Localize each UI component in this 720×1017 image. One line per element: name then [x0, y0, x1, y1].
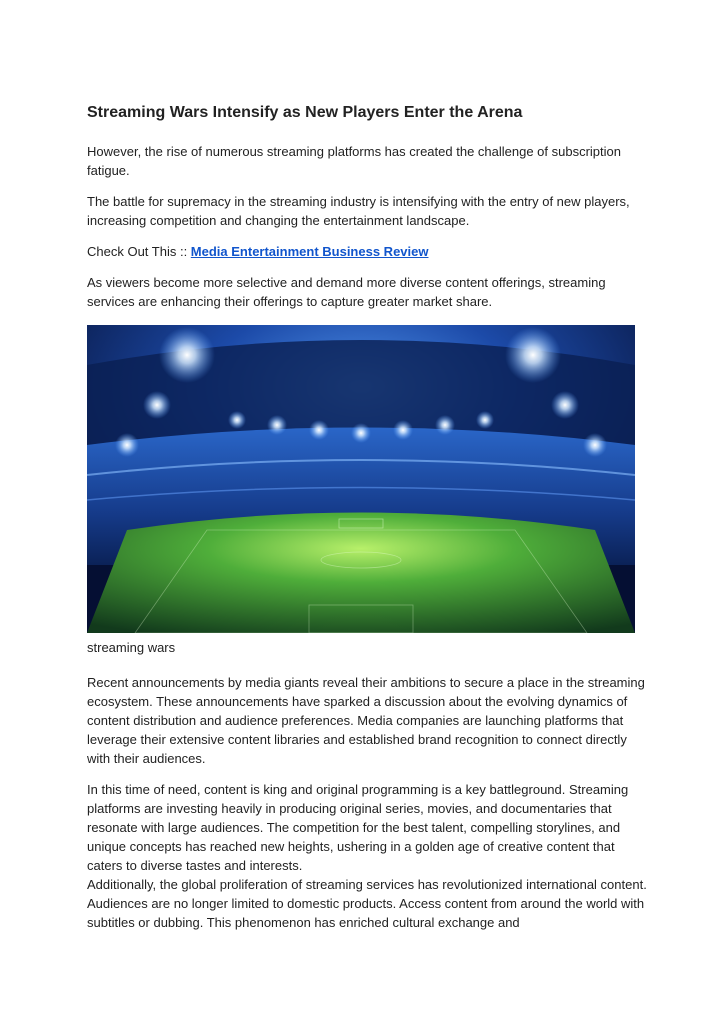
document-page: [87, 101, 647, 944]
image-caption: streaming wars: [87, 640, 176, 655]
paragraph-global-proliferation: Additionally, the global proliferation of streaming services has revolutionized international content. Audiences are no longer limited to domestic products. Access content from around the world with subtitles or dubbing. This phenomenon has enriched cultural exchange and: [87, 877, 647, 930]
paragraph-subscription-fatigue: However, the rise of numerous streaming platforms has created the challenge of subscription fatigue.: [87, 144, 621, 178]
paragraph-content-is-king: In this time of need, content is king and original programming is a key battleground. Streaming platforms are investing heavily in producing original series, movies, and documentaries that resonate with large audiences. The competition for the best talent, compelling storylines, and unique concepts has reached new heights, ushering in a golden age of creative content that caters to diverse tastes and interests.: [87, 782, 629, 873]
check-out-line: [87, 242, 647, 261]
check-out-prefix: Check Out This ::: [87, 244, 191, 259]
paragraph-media-giants: Recent announcements by media giants reveal their ambitions to secure a place in the streaming ecosystem. These announcements have sparked a discussion about the evolving dynamics of content distribution and audience preferences. Media companies are launching platforms that leverage their extensive content libraries and established brand recognition to connect directly with their audiences.: [87, 675, 645, 766]
article-title: Streaming Wars Intensify as New Players Enter the Arena: [87, 104, 523, 121]
stadium-image: [87, 325, 635, 633]
paragraph-battle-for-supremacy: The battle for supremacy in the streaming industry is intensifying with the entry of new players, increasing competition and changing the entertainment landscape.: [87, 194, 630, 228]
media-entertainment-link[interactable]: Media Entertainment Business Review: [190, 244, 429, 259]
paragraph-selective-viewers: As viewers become more selective and demand more diverse content offerings, streaming services are enhancing their offerings to capture greater market share.: [87, 275, 606, 309]
